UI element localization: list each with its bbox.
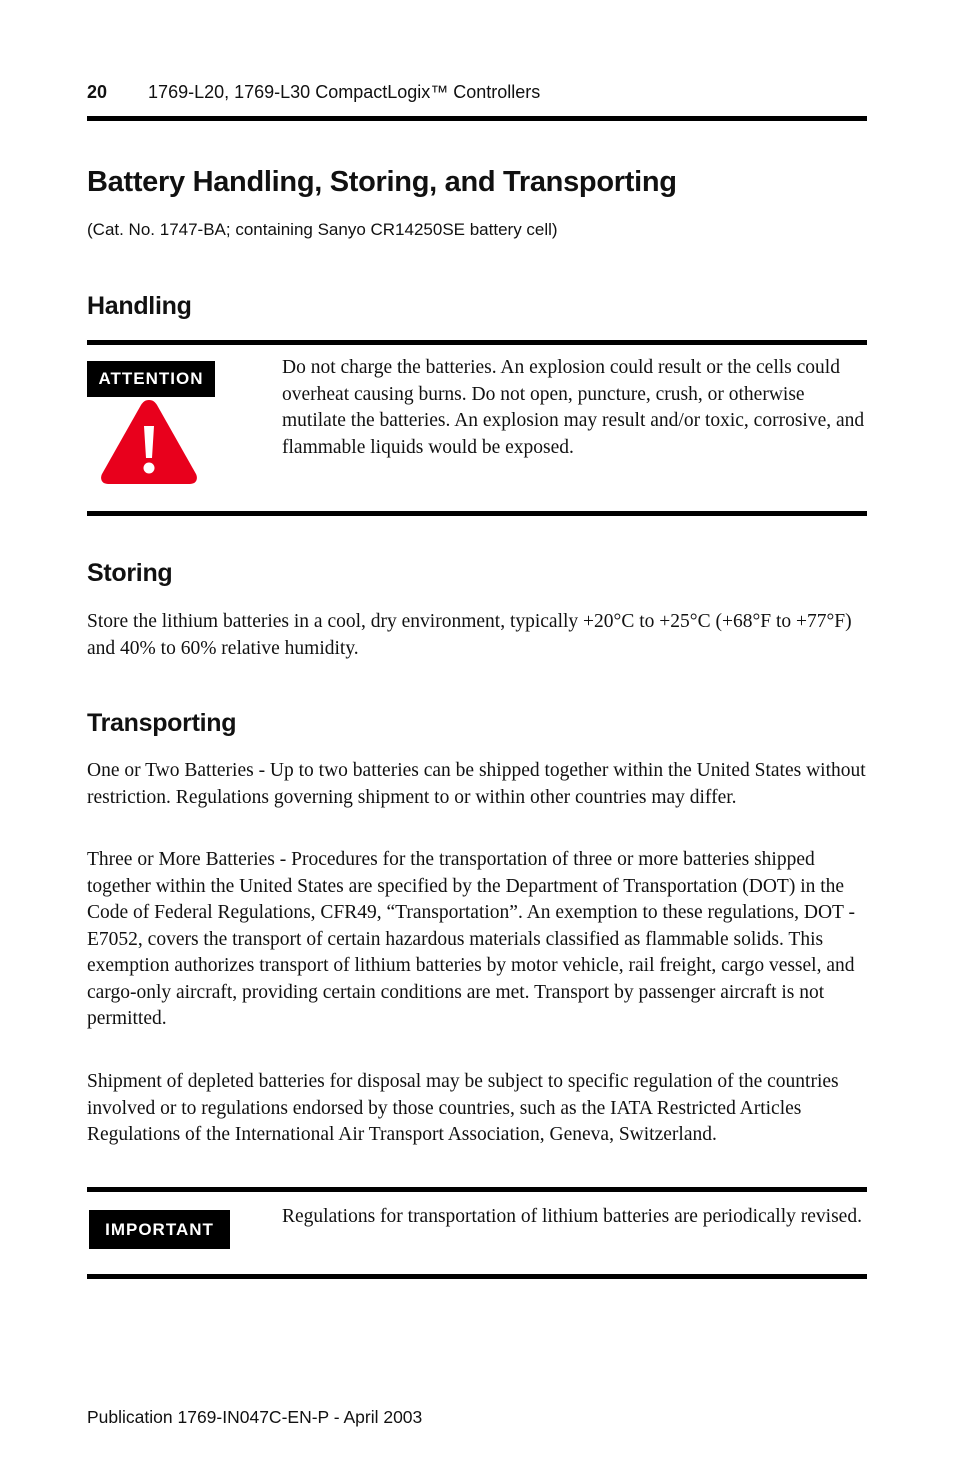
- transport-paragraph: Shipment of depleted batteries for disposal may be subject to specific regulation of the countries involved or to regulations endorsed by those countries, such as the IATA Restricted Articles Regulations of the International Air Transport Association, Geneva, Switzerland.: [87, 1071, 839, 1145]
- running-header: [87, 82, 540, 103]
- page-number: 20: [87, 82, 108, 102]
- handling-heading: Handling: [87, 292, 192, 320]
- important-text: Regulations for transportation of lithium batteries are periodically revised.: [282, 1206, 862, 1227]
- important-label: IMPORTANT: [89, 1210, 230, 1249]
- warning-triangle-icon: [98, 396, 200, 488]
- storing-heading: Storing: [87, 559, 173, 587]
- header-rule: [87, 116, 867, 121]
- attention-label: ATTENTION: [87, 361, 215, 397]
- transport-paragraph: One or Two Batteries - Up to two batteries can be shipped together within the United States without restriction. Regulations governing shipment to or within other countries may differ.: [87, 760, 866, 808]
- page-subtitle: (Cat. No. 1747-BA; containing Sanyo CR14250SE battery cell): [87, 220, 558, 239]
- attention-text: Do not charge the batteries. An explosion could result or the cells could overheat causing burns. Do not open, puncture, crush, or otherwise mutilate the batteries. An explosion may result and/or toxic, corrosive, and flammable liquids would be exposed.: [282, 357, 865, 458]
- important-top-rule: [87, 1187, 867, 1192]
- transport-paragraph: Three or More Batteries - Procedures for the transportation of three or more batteries shipped together within the United States are specified by the Department of Transportation (DOT) in the Code of Federal Regulations, CFR49, “Transportation”. An exemption to these regulations, DOT - E7052, covers the transport of certain hazardous materials classified as flammable solids. This exemption authorizes transport of lithium batteries by motor vehicle, rail freight, cargo vessel, and cargo-only aircraft, providing certain conditions are met. Transport by passenger aircraft is not permitted.: [87, 849, 855, 1029]
- storing-text: Store the lithium batteries in a cool, dry environment, typically +20°C to +25°C (+68°F to +77°F) and 40% to 60% relative humidity.: [87, 611, 852, 659]
- page-title: Battery Handling, Storing, and Transporting: [87, 166, 677, 198]
- running-title: 1769-L20, 1769-L30 CompactLogix™ Controllers: [148, 82, 541, 102]
- publication-footer: Publication 1769-IN047C-EN-P - April 2003: [87, 1407, 423, 1427]
- attention-top-rule: [87, 340, 867, 345]
- important-bottom-rule: [87, 1274, 867, 1279]
- transporting-heading: Transporting: [87, 709, 237, 737]
- attention-bottom-rule: [87, 511, 867, 516]
